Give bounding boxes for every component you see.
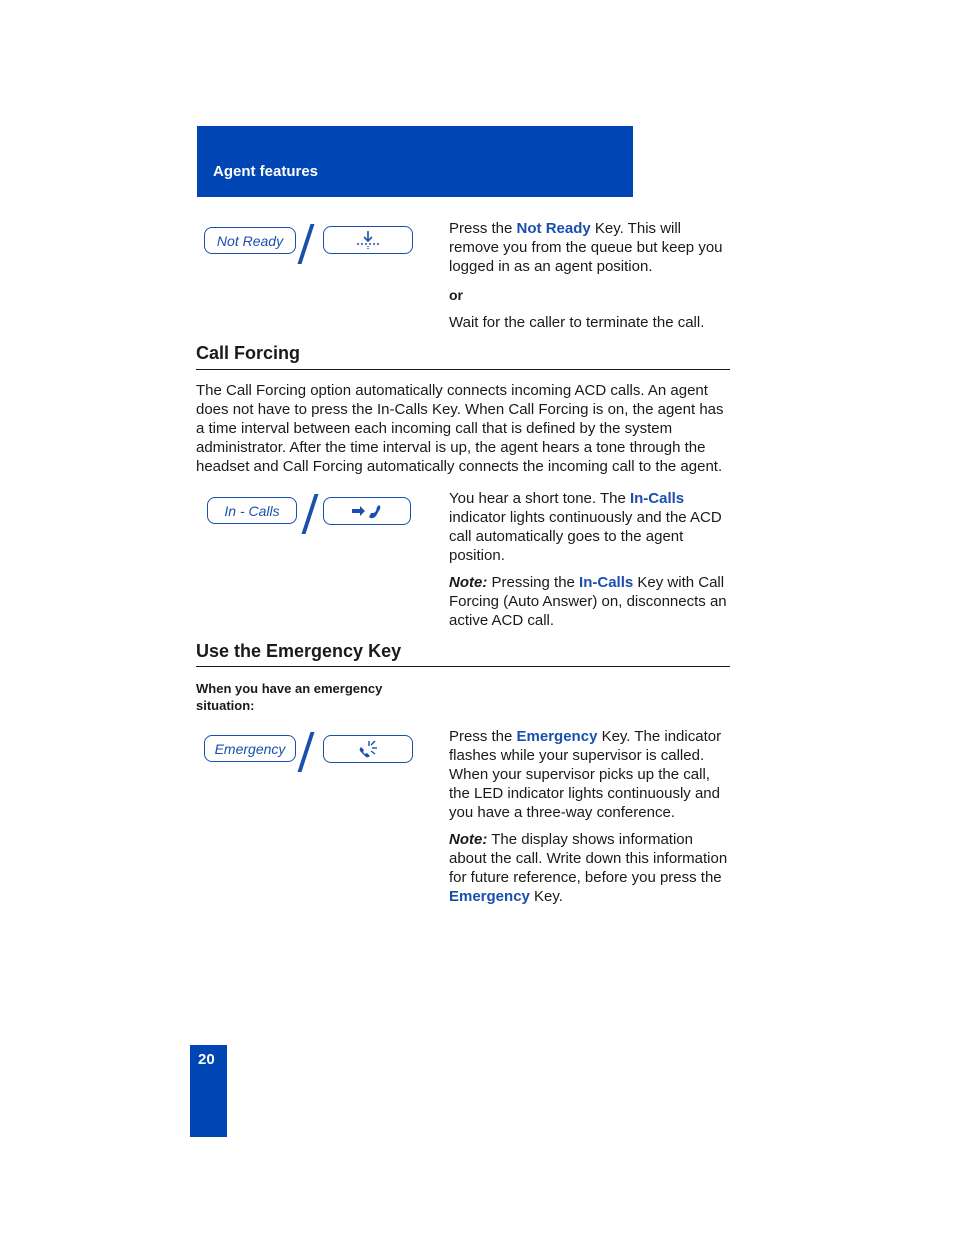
text-fragment: Key. [529,888,563,905]
page-number: 20 [198,1051,215,1068]
emergency-note [449,830,731,906]
not-ready-keyword: Not Ready [516,220,591,237]
emergency-instruction [449,727,731,822]
emergency-keyword: Emergency [516,728,598,745]
in-calls-note [449,573,731,630]
not-ready-indicator-icon [355,230,381,250]
section-divider [196,369,730,370]
text-fragment: You hear a short tone. The [449,490,630,507]
slash-divider [298,732,315,772]
wait-instruction: Wait for the caller to terminate the call. [449,314,705,331]
emergency-indicator-icon [355,738,381,760]
header-title: Agent features [213,163,319,180]
in-calls-keyword: In-Calls [579,574,634,591]
slash-divider [302,494,319,534]
emergency-softkey[interactable]: Emergency [204,735,296,762]
emergency-indicator-key[interactable] [323,735,413,763]
note-label: Note: [449,574,488,591]
in-calls-softkey[interactable]: In - Calls [207,497,297,524]
not-ready-instruction [449,219,731,276]
text-fragment: Key. This will remove you from the queue but keep you logged in as an agent position. [449,220,723,275]
section-divider [196,666,730,667]
header-bar [197,126,633,197]
page-number-tab [190,1045,227,1137]
text-fragment: Key. The indicator flashes while your supervisor is called. When your supervisor picks up the call, the LED indicator lights continuously and you have a three-way conference. [449,728,722,821]
in-calls-keyword: In-Calls [629,490,685,507]
emergency-keyword: Emergency [449,888,530,905]
in-calls-indicator-key[interactable] [323,497,411,525]
text-fragment: Pressing the [487,574,580,591]
not-ready-indicator-key[interactable] [323,226,413,254]
text-fragment: Key with Call Forcing (Auto Answer) on, disconnects an active ACD call. [449,574,727,629]
note-label: Note: [449,831,488,848]
call-forcing-paragraph: The Call Forcing option automatically connects incoming ACD calls. An agent does not have to press the In-Calls Key. When Call Forcing is on, the agent has a time interval between each incoming call that is defined by the system administrator. After the time interval is up, the agent hears a tone through the headset and Call Forcing automatically connects the incoming call to the agent. [196,382,724,475]
text-fragment: indicator lights continuously and the ACD call automatically goes to the agent position. [449,509,722,564]
not-ready-softkey[interactable]: Not Ready [204,227,296,254]
call-forcing-heading: Call Forcing [196,343,301,363]
emergency-subhead: When you have an emergency situation: [196,681,383,713]
slash-divider [298,224,315,264]
or-label: or [449,287,463,303]
text-fragment: Press the [449,728,517,745]
emergency-heading: Use the Emergency Key [196,641,402,661]
in-calls-instruction [449,489,731,565]
incoming-call-indicator-icon [350,501,384,521]
text-fragment: Press the [449,220,517,237]
text-fragment: The display shows information about the call. Write down this information for future reference, before you press the [449,831,728,886]
